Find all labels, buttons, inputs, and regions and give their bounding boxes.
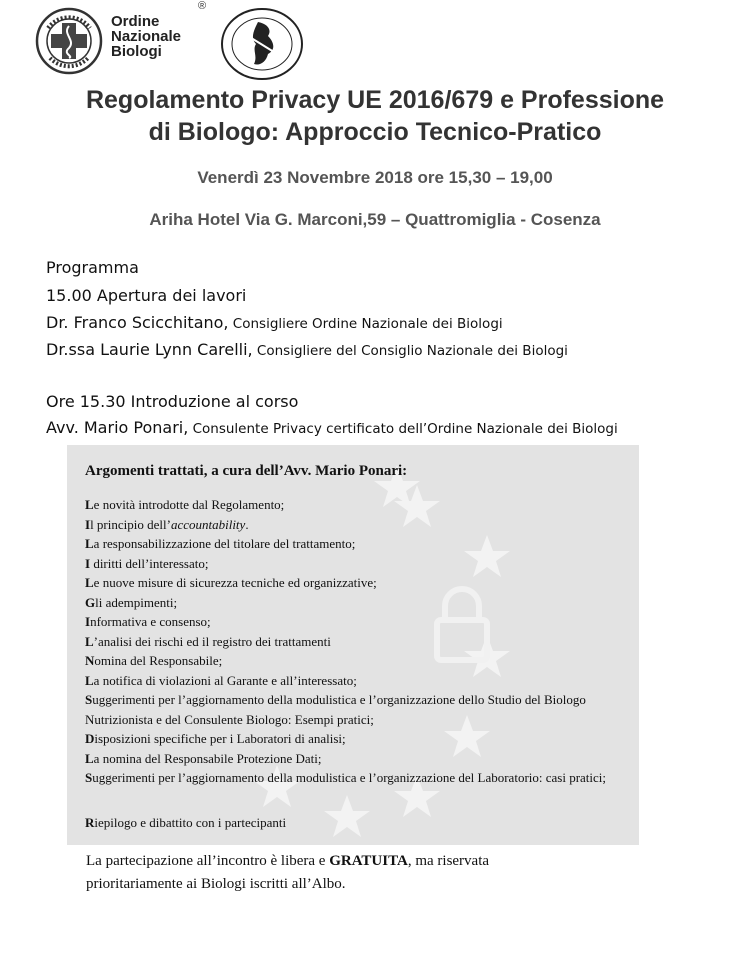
topic-item: I diritti dell’interessato; <box>85 555 209 571</box>
note-text: La partecipazione all’incontro è libera e <box>86 853 330 869</box>
topic-item: Suggerimenti per l’aggiornamento della modulistica e l’organizzazione dello Studio del Biologo Nutrizionista e del Consulente Biologo: Esempi pratici; <box>85 692 586 727</box>
lecturer-line <box>46 418 618 437</box>
topic-item: Gli adempimenti; <box>85 594 178 610</box>
note-text: , ma riservata <box>407 853 490 869</box>
onb-logo-text <box>111 14 181 59</box>
event-date: Venerdì 23 Novembre 2018 ore 15,30 – 19,00 <box>197 168 553 187</box>
logo-line: Ordine <box>111 13 160 30</box>
onb-seal-logo <box>34 6 104 76</box>
topic-item: Il principio dell’accountability. <box>85 516 249 532</box>
topics-recap: Riepilogo e dibattito con i partecipanti <box>85 815 287 830</box>
speaker-line <box>46 340 568 359</box>
topic-item: Le nuove misure di sicurezza tecniche ed organizzative; <box>85 575 377 590</box>
note-line: prioritariamente ai Biologi iscritti all’Albo. <box>86 876 346 892</box>
participation-note <box>86 850 489 896</box>
event-title <box>0 84 750 148</box>
topic-item: La nomina del Responsabile Protezione Dati; <box>85 750 322 766</box>
speaker-line <box>46 313 503 332</box>
program-intro: Ore 15.30 Introduzione al corso <box>46 392 299 411</box>
speaker-role: Consigliere Ordine Nazionale dei Biologi <box>228 316 503 332</box>
topic-item: Suggerimenti per l’aggiornamento della modulistica e l’organizzazione del Laboratorio: casi pratici; <box>85 770 607 785</box>
speaker-role: Consigliere del Consiglio Nazionale dei Biologi <box>252 343 568 359</box>
logo-line: Nazionale <box>111 28 182 45</box>
lecturer-role: Consulente Privacy certificato dell’Ordine Nazionale dei Biologi <box>188 421 618 437</box>
title-line: Regolamento Privacy UE 2016/679 e Professione <box>85 86 665 114</box>
speaker-name: Dr.ssa Laurie Lynn Carelli, <box>46 340 253 359</box>
free-label: GRATUITA <box>329 853 408 869</box>
lecturer-name: Avv. Mario Ponari, <box>46 418 189 437</box>
program-heading: Programma <box>46 258 139 277</box>
program-opening: 15.00 Apertura dei lavori <box>46 286 247 305</box>
topic-item: Le novità introdotte dal Regolamento; <box>85 497 285 512</box>
association-seal-logo <box>218 6 306 82</box>
topic-item: Informativa e consenso; <box>85 614 211 629</box>
event-venue: Ariha Hotel Via G. Marconi,59 – Quattromiglia - Cosenza <box>149 210 601 229</box>
logo-line: Biologi <box>111 43 162 60</box>
topic-item: La responsabilizzazione del titolare del trattamento; <box>85 536 356 551</box>
topic-item: L’analisi dei rischi ed il registro dei trattamenti <box>85 633 331 649</box>
topic-item: Disposizioni specifiche per i Laboratori di analisi; <box>85 731 346 746</box>
topics-title: Argomenti trattati, a cura dell’Avv. Mario Ponari: <box>85 463 408 479</box>
topics-box <box>67 445 639 845</box>
topics-list <box>85 495 630 788</box>
registered-mark: ® <box>198 0 207 12</box>
note-line <box>86 850 489 873</box>
topic-item: La notifica di violazioni al Garante e all’interessato; <box>85 672 357 688</box>
speaker-name: Dr. Franco Scicchitano, <box>46 313 229 332</box>
title-line: di Biologo: Approccio Tecnico-Pratico <box>148 118 602 146</box>
topic-item: Nomina del Responsabile; <box>85 653 223 668</box>
